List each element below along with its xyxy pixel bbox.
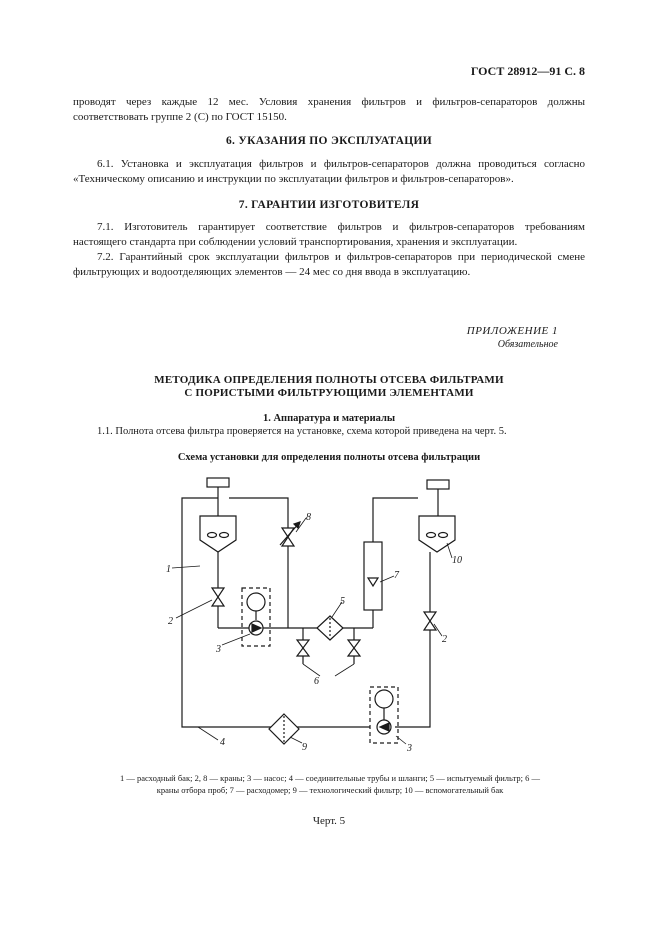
label-2-right: 2 [442,634,447,645]
label-8: 8 [306,512,311,523]
paragraph-1-1: 1.1. Полнота отсева фильтра проверяется на установке, схема которой приведена на черт. 5. [97,426,507,437]
intro-paragraph: проводят через каждые 12 мес. Условия хранения фильтров и фильтров-сепараторов должны соответствовать группе 2 (С) по ГОСТ 15150. [73,96,585,123]
flowmeter-7 [364,542,382,610]
appendix-status: Обязательное [497,339,558,350]
label-1: 1 [166,564,171,575]
label-10: 10 [452,555,462,566]
figure-legend: 1 — расходный бак; 2, 8 — краны; 3 — насос; 4 — соединительные трубы и шланги; 5 — испытуемый фильтр; 6 — краны отбора проб; 7 — расходомер; 9 — технологический фильтр; 10 — вспомогательный бак [119,773,541,795]
section-7-paragraph-2: 7.2. Гарантийный срок эксплуатации фильтров и фильтров-сепараторов при периодической смене фильтрующих и водоотделяющих элементов — 24 мес со дня ввода в эксплуатацию. [73,251,585,278]
doc-header: ГОСТ 28912—91 С. 8 [470,64,585,78]
method-title-line-1: МЕТОДИКА ОПРЕДЕЛЕНИЯ ПОЛНОТЫ ОТСЕВА ФИЛЬТРАМИ [154,374,504,386]
pump-3-right [370,687,398,743]
label-3-right: 3 [407,743,412,754]
test-filter-5 [317,616,343,640]
label-6: 6 [314,676,319,687]
section-7-title: 7. ГАРАНТИИ ИЗГОТОВИТЕЛЯ [238,199,420,211]
label-7: 7 [394,570,399,581]
valve-2-left [212,588,224,606]
installation-diagram [150,470,480,760]
method-title-line-2: С ПОРИСТЫМИ ФИЛЬТРУЮЩИМИ ЭЛЕМЕНТАМИ [184,387,474,399]
label-2-left: 2 [168,616,173,627]
section-7-paragraph-1: 7.1. Изготовитель гарантирует соответствие фильтров и фильтров-сепараторов требованиям настоящего стандарта при соблюдении условий транспортирования, хранения и эксплуатации. [73,221,585,248]
figure-title: Схема установки для определения полноты отсева фильтрации [177,452,481,463]
section-6-title: 6. УКАЗАНИЯ ПО ЭКСПЛУАТАЦИИ [225,135,433,147]
valve-8 [280,522,300,546]
subsection-title: 1. Аппаратура и материалы [262,413,396,424]
label-5: 5 [340,596,345,607]
figure-caption: Черт. 5 [312,815,346,827]
pump-3-left [242,588,270,646]
label-4: 4 [220,737,225,748]
label-9: 9 [302,742,307,753]
appendix-label: ПРИЛОЖЕНИЕ 1 [466,325,558,337]
consumable-tank [200,478,236,588]
section-6-paragraph-1: 6.1. Установка и эксплуатация фильтров и фильтров-сепараторов должна проводиться согласно «Техническому описанию и инструкции по эксплуатации фильтров и фильтров-сепараторов». [73,158,585,185]
label-3-left: 3 [216,644,221,655]
auxiliary-tank [419,480,455,612]
